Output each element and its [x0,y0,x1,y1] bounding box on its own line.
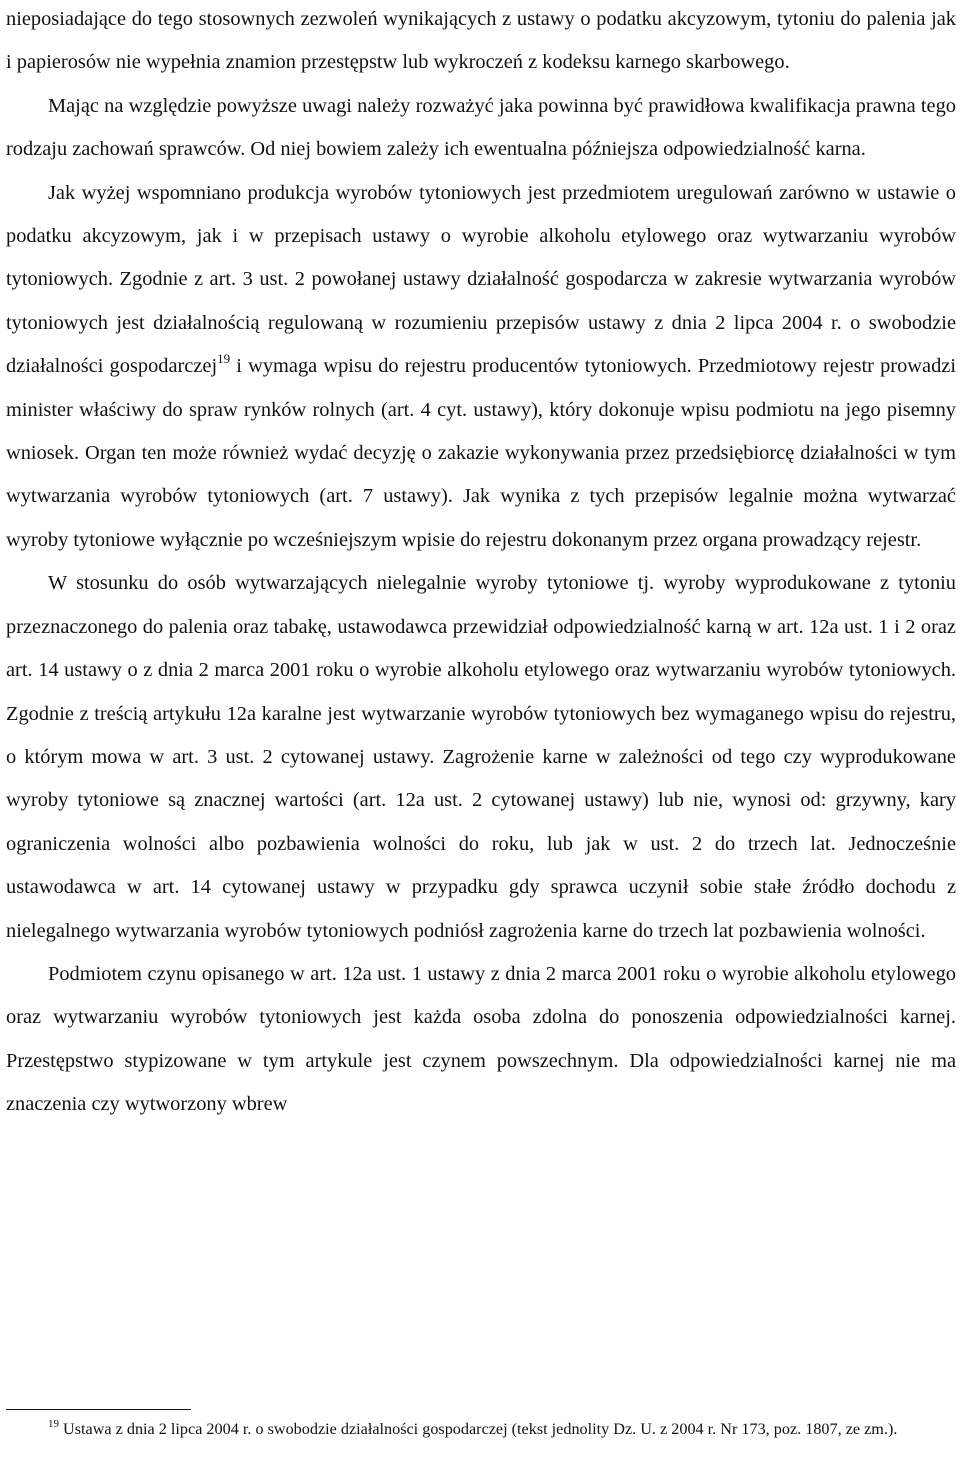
footnote-separator [6,1409,191,1410]
paragraph: Podmiotem czynu opisanego w art. 12a ust. 1 ustawy z dnia 2 marca 2001 roku o wyrobie alkoholu etylowego oraz wytwarzaniu wyrobów tytoniowych jest każda osoba zdolna do ponoszenia odpowiedzialności karnej. Przestępstwo stypizowane w tym artykule jest czynem powszechnym. Dla odpowiedzialności karnej nie ma znaczenia czy wytworzony wbrew [6,962,956,1116]
paragraph: W stosunku do osób wytwarzających nielegalnie wyroby tytoniowe tj. wyroby wyprodukowane z tytoniu przeznaczonego do palenia oraz tabakę, ustawodawca przewidział odpowiedzialność karną w art. 12a ust. 1 i 2 oraz art. 14 ustawy o z dnia 2 marca 2001 roku o wyrobie alkoholu etylowego oraz wytwarzaniu wyrobów tytoniowych. Zgodnie z treścią artykułu 12a karalne jest wytwarzanie wyrobów tytoniowych bez wymaganego wpisu do rejestru, o którym mowa w art. 3 ust. 2 cytowanej ustawy. Zagrożenie karne w zależności od tego czy wyprodukowane wyroby tytoniowe są znacznej wartości (art. 12a ust. 2 cytowanej ustawy) lub nie, wynosi od: grzywny, kary ograniczenia wolności albo pozbawienia wolności do roku, lub jak w ust. 2 do trzech lat. Jednocześnie ustawodawca w art. 14 cytowanej ustawy w przypadku gdy sprawca uczynił sobie stałe źródło dochodu z nielegalnego wytwarzania wyrobów tytoniowych podniósł zagrożenia karne do trzech lat pozbawienia wolności. [6,572,956,942]
paragraph: nieposiadające do tego stosownych zezwoleń wynikających z ustawy o podatku akcyzowym, tytoniu do palenia jak i papierosów nie wypełnia znamion przestępstw lub wykroczeń z kodeksu karnego skarbowego. [6,8,956,74]
paragraph [6,172,956,563]
footnote-indent [6,1420,48,1438]
footnote-reference[interactable]: 19 [217,351,231,367]
footnote-number: 19 [48,1418,59,1430]
footnote [6,1418,956,1441]
paragraph-text: i wymaga wpisu do rejestru producentów tytoniowych. Przedmiotowy rejestr prowadzi minister właściwy do spraw rynków rolnych (art. 4 cyt. ustawy), który dokonuje wpisu podmiotu na jego pisemny wniosek. Organ ten może również wydać decyzję o zakazie wykonywania przez przedsiębiorcę działalności w tym wytwarzania wyrobów tytoniowych (art. 7 ustawy). Jak wynika z tych przepisów legalnie można wytwarzać wyroby tytoniowe wyłącznie po wcześniejszym wpisie do rejestru dokonanym przez organa prowadzący rejestr. [6,355,956,551]
document-body [6,0,956,1127]
footnote-text: Ustawa z dnia 2 lipca 2004 r. o swobodzie działalności gospodarczej (tekst jednolity Dz. U. z 2004 r. Nr 173, poz. 1807, ze zm.). [63,1420,898,1438]
paragraph-text: Jak wyżej wspomniano produkcja wyrobów tytoniowych jest przedmiotem uregulowań zarówno w ustawie o podatku akcyzowym, jak i w przepisach ustawy o wyrobie alkoholu etylowego oraz wytwarzaniu wyrobów tytoniowych. Zgodnie z art. 3 ust. 2 powołanej ustawy działalność gospodarcza w zakresie wytwarzania wyrobów tytoniowych jest działalnością regulowaną w rozumieniu przepisów ustawy z dnia 2 lipca 2004 r. o swobodzie działalności gospodarczej [6,181,956,378]
paragraph: Mając na względzie powyższe uwagi należy rozważyć jaka powinna być prawidłowa kwalifikacja prawna tego rodzaju zachowań sprawców. Od niej bowiem zależy ich ewentualna późniejsza odpowiedzialność karna. [6,94,956,161]
